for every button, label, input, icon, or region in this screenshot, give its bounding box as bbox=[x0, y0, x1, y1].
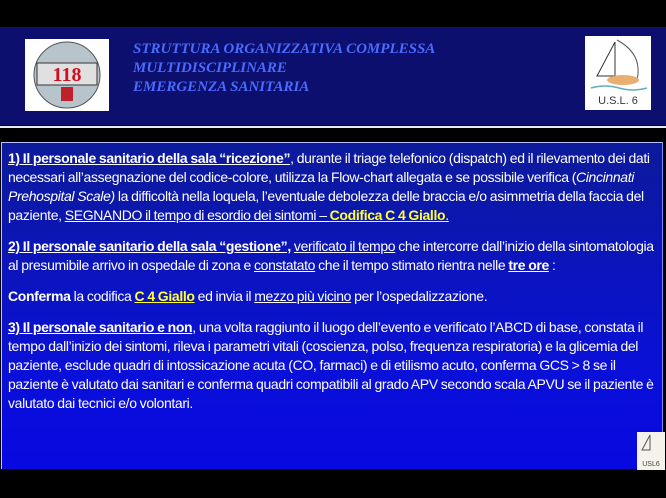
text-segment: che il tempo stimato rientra nelle bbox=[315, 257, 509, 273]
text-segment: la difficoltà nella loquela, l’eventuale debolezza delle braccia e/o asimmetria della faccia del paziente, bbox=[8, 188, 644, 223]
procedure-text bbox=[8, 149, 660, 425]
text-segment: 2) Il personale sanitario della sala “gestione”, bbox=[8, 238, 291, 254]
title-line: STRUTTURA ORGANIZZATIVA COMPLESSA bbox=[133, 41, 436, 57]
slide-header bbox=[0, 27, 666, 125]
text-segment: che intercorre dall’inizio della sintomatologia al presumibile arrivo in ospedale di zona e bbox=[8, 238, 654, 273]
logo-usl6-text: U.S.L. 6 bbox=[598, 95, 638, 107]
paragraph-3 bbox=[8, 287, 660, 306]
svg-text:USL6: USL6 bbox=[642, 461, 660, 468]
text-segment: mezzo più vicino bbox=[254, 288, 352, 304]
logo-usl6 bbox=[585, 36, 651, 110]
slide-content bbox=[1, 142, 663, 469]
text-segment: ed invia il bbox=[194, 288, 255, 304]
text-segment: 1) Il personale sanitario della sala “ricezione” bbox=[8, 150, 291, 166]
header-divider bbox=[0, 126, 666, 128]
text-segment: tre ore bbox=[508, 257, 549, 273]
logo-usl6-small bbox=[637, 432, 665, 470]
title-line: MULTIDISCIPLINARE bbox=[133, 60, 287, 76]
text-segment: , durante il triage telefonico (dispatch) ed il rilevamento dei dati necessari all’assegnazione del codice-colore, utilizza la Flow-chart allegata e se possibile verifica ( bbox=[8, 150, 650, 185]
text-segment: 3) Il personale sanitario e non bbox=[8, 319, 193, 335]
text-segment: : bbox=[548, 257, 556, 273]
text-segment: per l’ospedalizzazione. bbox=[351, 288, 488, 304]
text-segment: , una volta raggiunto il luogo dell’evento e verificato l’ABCD di base, constata il tempo dall’inizio dei sintomi, rileva i parametri vitali (coscienza, polso, frequenza respiratoria) e la glicemia del paziente, esclude quadri di intossicazione acuta (CO, farmaci) e di etilismo acuto, conferma GCS > 8 se il paziente è valutato dai sanitari e conferma quadri compatibili al grado APV secondo scala APVU se il paziente è valutato dai tecnici e/o volontari. bbox=[8, 319, 654, 411]
logo-118 bbox=[25, 39, 109, 111]
text-segment: . bbox=[445, 207, 449, 223]
text-segment: constatato bbox=[253, 257, 316, 273]
title-line: EMERGENZA SANITARIA bbox=[133, 79, 310, 95]
text-segment: Conferma bbox=[8, 288, 71, 304]
text-segment: SEGNANDO il tempo di esordio dei sintomi – bbox=[64, 207, 330, 223]
highlight-code: C 4 Giallo bbox=[134, 288, 195, 304]
paragraph-1 bbox=[8, 149, 660, 225]
organization-title bbox=[133, 40, 435, 97]
text-segment: verificato il tempo bbox=[293, 238, 396, 254]
paragraph-4 bbox=[8, 318, 660, 413]
text-segment: Cincinnati Prehospital Scale) bbox=[8, 169, 635, 204]
paragraph-2 bbox=[8, 237, 660, 275]
text-segment: la codifica bbox=[70, 288, 135, 304]
logo-118-text: 118 bbox=[52, 64, 82, 86]
highlight-code: Codifica C 4 Giallo bbox=[329, 207, 446, 223]
